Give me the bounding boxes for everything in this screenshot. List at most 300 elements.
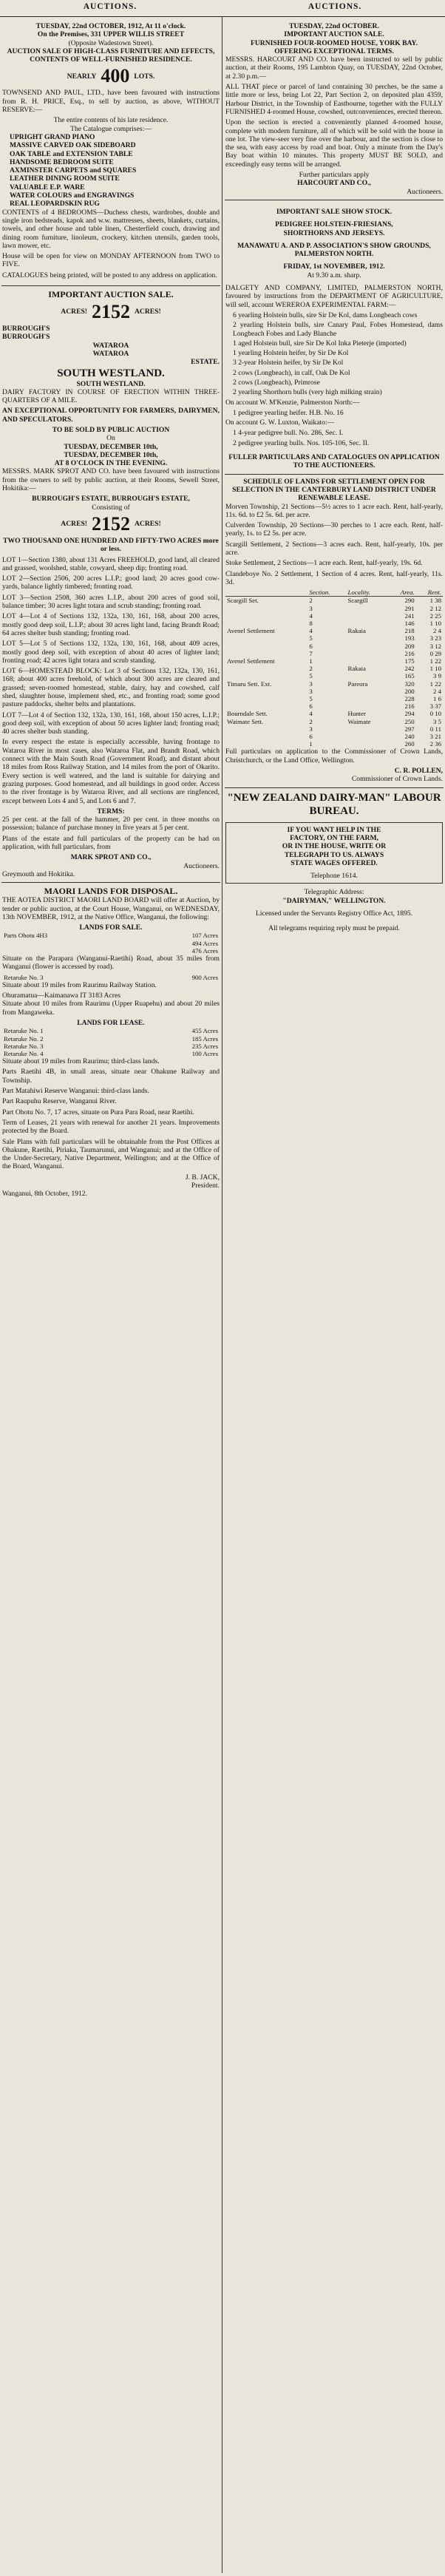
- ad-paragraph: Part Matahiwi Reserve Wanganui: third-class lands.: [2, 1087, 149, 1096]
- bureau-line: IF YOU WANT HELP IN THE: [287, 825, 381, 834]
- ad-dairyman-bureau: [225, 788, 444, 939]
- stock-item: 1 yearling Holstein heifer, by Sir De Kol: [233, 349, 349, 358]
- row-rent: 3 12: [429, 642, 441, 650]
- catalogue-item: AXMINSTER CARPETS and SQUARES: [10, 166, 137, 175]
- land-label: Retaruke No. 3: [4, 1042, 44, 1050]
- catalogue-list: [10, 133, 220, 209]
- row-section: 3: [309, 687, 313, 695]
- ad-crown-lands: [225, 475, 444, 788]
- ad-breed: SHORTHORNS AND JERSEYS.: [283, 228, 385, 237]
- table-row: [225, 688, 443, 695]
- row-section: 3: [309, 725, 313, 733]
- table-row: [225, 620, 443, 627]
- ad-body: DALGETY AND COMPANY, LIMITED, PALMERSTON NORTH, favoured by instructions from the DEPARTMENT OF AGRICULTURE, will sell, account WEREROA EXPERIMENTAL FARM:—: [225, 284, 443, 309]
- row-rent: 0 29: [429, 649, 441, 657]
- ad-premises: On the Premises, 331 UPPER WILLIS STREET: [37, 30, 185, 39]
- ad-paragraph: Part Ohotu No. 7, 17 acres, situate on Pura Para Road, near Raetihi.: [2, 1108, 194, 1116]
- bureau-box: [225, 822, 443, 884]
- row-group: [225, 620, 308, 627]
- ad-willis-street: [1, 19, 220, 286]
- row-locality: [346, 643, 388, 650]
- table-row: [225, 695, 443, 702]
- ad-bedrooms: CONTENTS of 4 BEDROOMS—Duchess chests, wardrobes, double and single iron bedsteads, kapok and w.w. mattresses, sheets, blankets, curtains, towels, and other house and table linen, Chesterfield couch, drawing and dining room furniture, linoleum, crockery, kitchen utensils, garden tools, lawn mower, etc.: [2, 208, 220, 250]
- account-heading: On account W. M'Kenzie, Palmerston North:—: [225, 398, 360, 407]
- land-area: 185 Acres: [191, 1034, 218, 1043]
- row-rent: 2 4: [433, 687, 441, 695]
- row-section: 6: [309, 642, 313, 650]
- section-heading: LANDS FOR SALE.: [79, 923, 143, 932]
- row-locality: Rakaia: [347, 627, 366, 635]
- row-section: 2: [309, 597, 313, 605]
- acres-banner: [2, 514, 220, 535]
- acres-word: ACRES!: [135, 308, 161, 316]
- land-row: [2, 1035, 220, 1043]
- estate-location: SOUTH WESTLAND.: [57, 367, 165, 379]
- table-row: [225, 672, 443, 679]
- ad-burroughs-estate: [1, 286, 220, 883]
- ad-view: House will be open for view on MONDAY AFTERNOON from TWO to FIVE.: [2, 252, 220, 269]
- land-area: 476 Acres: [191, 946, 218, 955]
- row-area: 218: [404, 627, 415, 635]
- row-rent: 2 4: [433, 627, 441, 635]
- sale-lands-table: [2, 932, 220, 955]
- ad-paragraph: Parts Raetihi 4B, in small areas, situate near Ohakune Railway and Township.: [2, 1068, 220, 1085]
- row-area: 241: [404, 611, 415, 620]
- header-left: AUCTIONS.: [83, 2, 137, 11]
- row-group: [225, 733, 308, 740]
- row-rent: 3 23: [429, 634, 441, 643]
- row-locality: [346, 688, 388, 695]
- ad-sold: TO BE SOLD BY PUBLIC AUCTION: [52, 425, 170, 434]
- stock-item: 2 yearling Holstein bulls, sire Canary Paul, Fobes Homestead, dams Longbeach Fobes and Lady Blanche: [233, 321, 443, 338]
- row-group: [225, 605, 308, 612]
- row-locality: [346, 702, 388, 710]
- page-header: [0, 0, 445, 17]
- ad-footer: Full particulars on application to the Commissioner of Crown Lands, Christchurch, or the Land Office, Wellington.: [225, 748, 443, 765]
- stock-item: 2 pedigree yearling bulls. Nos. 105-106, Sec. II.: [233, 438, 370, 447]
- table-row: [225, 718, 443, 725]
- table-row: [225, 710, 443, 717]
- land-label: [2, 940, 136, 947]
- row-locality: [346, 620, 388, 627]
- ad-on: On: [106, 434, 115, 443]
- row-locality: [346, 612, 388, 620]
- catalogue-item: LEATHER DINING ROOM SUITE: [10, 174, 120, 183]
- ad-subtitle: FURNISHED FOUR-ROOMED HOUSE, YORK BAY.: [250, 38, 418, 47]
- ad-signer: J. B. JACK,: [185, 1173, 220, 1182]
- stock-item: 3 2-year Holstein heifer, by Sir De Kol: [233, 359, 344, 367]
- land-row: [2, 932, 220, 939]
- catalogue-item: UPRIGHT GRAND PIANO: [10, 132, 95, 141]
- ad-paragraph: Situate about 19 miles from Raurimu; third-class lands.: [2, 1057, 160, 1066]
- row-group: [225, 665, 308, 672]
- ad-paragraph: Term of Leases, 21 years with renewal for another 21 years. Improvements protected by the Board.: [2, 1118, 220, 1136]
- row-section: 3: [309, 679, 313, 688]
- lot-item: LOT 3—Section 2508, 360 acres L.I.P., about 200 acres of good soil, balance timber; 30 acres light totara and scrub standing; fronting road.: [2, 593, 220, 611]
- ad-terms: 25 per cent. at the fall of the hammer, 20 per cent. in three months on possession; balance of purchase money in five years at 5 per cent.: [2, 816, 220, 833]
- ad-body: MESSRS. MARK SPROT AND CO. have been favoured with instructions from the owners to sell by public auction, at their Rooms, Sewell Street, Hokitika:—: [2, 467, 220, 493]
- row-rent: 2 36: [429, 740, 441, 748]
- ad-show-stock: [225, 200, 444, 475]
- row-section: 5: [309, 634, 313, 643]
- stock-item: 1 pedigree yearling heifer. H.B. No. 16: [233, 408, 344, 417]
- row-area: 320: [404, 679, 415, 688]
- left-column: [1, 19, 220, 2572]
- row-locality: [346, 657, 388, 665]
- ad-respect: In every respect the estate is especially accessible, having frontage to Wataroa River in most cases, also Wataroa Flat, and Brandt Road, which connect with the Main South Road (Government Road), and distant about 18 miles from Ross Railway Station, and 14 miles from the port of Okarito. Every section is well watered, and the land is suitable for dairying and grazing purposes. Good homestead, and all buildings in good order. Access to the river frontage is by Wataroa River, and all sections are ringfenced, except between Lots 4 and 5, and Lots 6 and 7.: [2, 738, 220, 805]
- ad-entire: The entire contents of his late residence.: [53, 116, 169, 125]
- land-row: [2, 974, 220, 981]
- ad-paragraph: Morven Township, 21 Sections—5½ acres to 1 acre each. Rent, half-yearly, 11s. 6d. to £2 5s. 6d. per acre.: [225, 502, 443, 519]
- row-area: 240: [404, 733, 415, 741]
- row-rent: 2 12: [429, 604, 441, 612]
- land-label: Retaruke No. 3: [4, 973, 44, 981]
- ad-summary: TWO THOUSAND ONE HUNDRED AND FIFTY-TWO ACRES more or less.: [3, 536, 219, 554]
- ad-title: IMPORTANT AUCTION SALE.: [284, 30, 384, 39]
- ad-signer: C. R. POLLEN,: [394, 767, 443, 776]
- row-locality: [346, 695, 388, 702]
- row-group: [225, 740, 308, 748]
- ad-breed: PEDIGREE HOLSTEIN-FRIESIANS,: [275, 220, 393, 229]
- consisting: Consisting of: [92, 503, 130, 512]
- row-locality: Pareora: [347, 679, 368, 688]
- row-locality: Rakaia: [347, 665, 366, 673]
- row-section: 2: [309, 717, 313, 725]
- land-label: Retaruke No. 4: [4, 1049, 44, 1057]
- table-row: [225, 627, 443, 634]
- table-header: Rent.: [416, 589, 443, 597]
- row-rent: 1 6: [433, 695, 441, 703]
- row-section: 5: [309, 672, 313, 680]
- ad-title: IMPORTANT SALE SHOW STOCK.: [276, 207, 393, 216]
- bureau-phone: Telephone 1614.: [310, 872, 358, 881]
- ad-maori-lands: [1, 883, 220, 1201]
- ad-date: TUESDAY, DECEMBER 10th,: [64, 442, 158, 451]
- land-area: 494 Acres: [191, 939, 218, 947]
- ad-body: MESSRS. HARCOURT AND CO. have been instructed to sell by public auction, at their Rooms, 195 Lambton Quay, on TUESDAY, 22nd October, at 2.30 p.m.—: [225, 55, 443, 81]
- land-area: 107 Acres: [191, 932, 218, 940]
- row-area: 260: [404, 740, 415, 748]
- stock-list: [233, 429, 443, 447]
- row-area: 165: [404, 672, 415, 680]
- row-group: Avenel Settlement: [227, 657, 275, 665]
- ad-body: TOWNSEND AND PAUL, LTD., have been favoured with instructions from R. H. PRICE, Esq., to sell by auction, as above, WITHOUT RESERVE:—: [2, 89, 220, 115]
- terms-heading: TERMS:: [97, 807, 125, 816]
- right-column: [225, 19, 444, 2572]
- table-row: [225, 650, 443, 657]
- ad-body: THE AOTEA DISTRICT MAORI LAND BOARD will offer at Auction, by tender or public auction, at the Court House, Wanganui, on WEDNESDAY, 13th NOVEMBER, 1912, at the Native Office, Wanganui, the following:: [2, 896, 220, 921]
- land-area: 235 Acres: [191, 1042, 218, 1050]
- row-area: 291: [404, 604, 415, 612]
- catalogue-item: OAK TABLE and EXTENSION TABLE: [10, 149, 133, 158]
- row-area: 297: [404, 725, 415, 733]
- ad-offering: OFFERING EXCEPTIONAL TERMS.: [274, 47, 394, 55]
- acres-banner: [2, 302, 220, 322]
- lot-item: LOT 1—Section 1380, about 131 Acres FREEHOLD, good land, all cleared and grassed, woolshed, stable, cowyard, sheep dip; fronting road.: [2, 555, 220, 572]
- crown-lands-table: [225, 589, 443, 748]
- ad-date: TUESDAY, 22nd OCTOBER, 1912, At 11 o'clock.: [35, 22, 186, 30]
- row-rent: 3 9: [433, 672, 441, 680]
- lots-banner: [2, 66, 220, 87]
- ad-date: TUESDAY, DECEMBER 10th,: [64, 450, 158, 459]
- land-row: [2, 940, 220, 947]
- table-row: [225, 612, 443, 620]
- row-locality: Hunter: [347, 710, 366, 718]
- catalogue-intro: The Catalogue comprises:—: [70, 124, 152, 133]
- table-header: Area.: [388, 589, 415, 597]
- ad-paragraph: Culverden Township, 20 Sections—30 perches to 1 acre each. Rent, half-yearly, 1s. to £2 5s. per acre.: [225, 521, 443, 538]
- ad-date: TUESDAY, 22nd OCTOBER.: [289, 22, 379, 30]
- land-area: 900 Acres: [191, 973, 218, 981]
- row-section: 5: [309, 695, 313, 703]
- ad-time: AT 8 O'CLOCK IN THE EVENING.: [54, 459, 168, 468]
- row-section: 1: [309, 740, 313, 748]
- row-rent: 0 11: [429, 725, 441, 733]
- estate-location: SOUTH WESTLAND.: [76, 379, 146, 388]
- table-row: [225, 657, 443, 665]
- ad-paragraph: Sale Plans with full particulars will be obtainable from the Post Offices at Ohakune, Raetihi, Piriaka, Taumarunui, and Wanganui; and at the Office of the Under-Secretary, Native Department, Wellington; and at the Office of the Board, Wanganui.: [2, 1137, 220, 1171]
- ad-fuller: FULLER PARTICULARS AND CATALOGUES ON APPLICATION TO THE AUCTIONEERS.: [228, 453, 440, 470]
- ad-title: MAORI LANDS FOR DISPOSAL.: [44, 886, 178, 897]
- land-label: [2, 947, 136, 955]
- row-group: [225, 695, 308, 702]
- catalogue-item: MASSIVE CARVED OAK SIDEBOARD: [10, 141, 136, 150]
- catalogue-item: REAL LEOPARDSKIN RUG: [10, 200, 100, 209]
- acres-word: ACRES!: [135, 520, 161, 529]
- stock-item: 1 aged Holstein bull, sire Sir De Kol Inka Pieterje (imported): [233, 339, 407, 348]
- row-area: 228: [404, 695, 415, 703]
- row-area: 216: [404, 649, 415, 657]
- row-rent: 1 38: [429, 597, 441, 605]
- table-row: [225, 740, 443, 748]
- row-group: Timaru Sett. Ext.: [227, 679, 272, 688]
- row-rent: 1 10: [429, 665, 441, 673]
- row-section: 2: [309, 665, 313, 673]
- row-rent: 1 10: [429, 620, 441, 628]
- row-group: Bourndale Sett.: [227, 710, 268, 718]
- row-group: [225, 672, 308, 679]
- ad-dairy: DAIRY FACTORY IN COURSE OF ERECTION WITHIN THREE-QUARTERS OF A MILE.: [2, 387, 220, 405]
- estate-word: ESTATE.: [191, 358, 220, 367]
- row-locality: [346, 605, 388, 612]
- table-row: [225, 634, 443, 642]
- row-locality: [346, 725, 388, 733]
- row-group: [225, 612, 308, 620]
- row-locality: Scargill: [347, 597, 368, 605]
- row-area: 290: [404, 597, 415, 605]
- acres-word: ACRES!: [61, 520, 87, 529]
- acres-word: ACRES!: [61, 308, 87, 316]
- acres-number: 2152: [92, 301, 130, 323]
- ad-signer-role: President.: [191, 1181, 220, 1190]
- ad-role: Auctioneers.: [183, 861, 220, 870]
- row-rent: 2 25: [429, 611, 441, 620]
- ad-association: MANAWATU A. AND P. ASSOCIATION'S SHOW GROUNDS,: [237, 241, 431, 250]
- ad-description: ALL THAT piece or parcel of land containing 30 perches, be the same a little more or less, being Lot 22, Part Section 2, on deposited plan 4359, Harbour District, in the Township of Eastbourne, together with the FULLY FURNISHED 4-roomed House, cowshed, outconveniences, erected thereon.: [225, 83, 443, 116]
- row-locality: Waimate: [347, 717, 371, 725]
- land-area: 100 Acres: [191, 1049, 218, 1057]
- ad-title: "NEW ZEALAND DAIRY-MAN" LABOUR BUREAU.: [227, 791, 441, 817]
- land-label: Retaruke No. 2: [4, 1034, 44, 1043]
- ad-paragraph: Situate on the Parapara (Wanganui-Raetihi) Road, about 35 miles from Wanganui (flower is accessed by road).: [2, 955, 220, 972]
- row-area: 294: [404, 710, 415, 718]
- lots-text: LOTS.: [134, 72, 155, 81]
- section-heading: LANDS FOR LEASE.: [77, 1019, 145, 1028]
- row-section: 7: [309, 649, 313, 657]
- table-row: [225, 702, 443, 710]
- bureau-line: TELEGRAPH TO US. ALWAYS: [284, 850, 384, 859]
- stock-item: 6 yearling Holstein bulls, sire Sir De Kol, dams Longbeach cows: [233, 311, 418, 319]
- ad-town: PALMERSTON NORTH.: [294, 250, 374, 259]
- lot-item: LOT 7—Lot 4 of Section 132, 132a, 130, 161, 168, about 150 acres, L.I.P.; good deep soil, with exception of about 50 acres lighter land; fronting road; 40 acres shelter bush standing.: [2, 711, 220, 736]
- table-row: [225, 605, 443, 612]
- land-row: [2, 947, 220, 955]
- lease-lands-table: [2, 1027, 220, 1057]
- row-section: 6: [309, 702, 313, 711]
- row-group: [225, 650, 308, 657]
- row-locality: [346, 634, 388, 642]
- ad-paragraph: Situate about 10 miles from Raurimu (Upper Ruapehu) and about 20 miles from Mangaweka.: [2, 1000, 220, 1017]
- stock-item: 1 4-year pedigree bull. No. 286, Sec. I.: [233, 429, 344, 438]
- land-label: Parts Ohotu 4H3: [4, 932, 48, 940]
- ad-time: At 9.30 a.m. sharp.: [307, 271, 361, 279]
- ad-plans: Plans of the estate and full particulars of the property can be had on application, with full particulars, from: [2, 834, 220, 852]
- table-row: [225, 680, 443, 688]
- land-area: 455 Acres: [191, 1027, 218, 1035]
- stock-list: [233, 409, 443, 417]
- row-area: 216: [404, 702, 415, 711]
- ad-contents: CONTENTS OF WELL-FURNISHED RESIDENCE.: [30, 55, 192, 64]
- ad-agent: MARK SPROT AND CO.,: [70, 853, 152, 862]
- row-rent: 1 22: [429, 657, 441, 665]
- row-locality: [346, 740, 388, 748]
- row-group: [225, 643, 308, 650]
- estate-line: BURROUGH'S ESTATE, BURROUGH'S ESTATE,: [32, 495, 190, 504]
- table-header-row: [225, 589, 443, 597]
- land-row: [2, 1043, 220, 1050]
- lot-item: LOT 2—Section 2506, 200 acres L.I.P.; good land; 20 acres good cow-yards, balance lightly timbered; fronting road.: [2, 574, 220, 592]
- header-right: AUCTIONS.: [308, 2, 362, 11]
- row-section: 1: [309, 657, 313, 665]
- row-section: 4: [309, 611, 313, 620]
- table-header: Locality.: [346, 589, 388, 597]
- estate-name: BURROUGH'S: [2, 325, 50, 333]
- row-group: [225, 688, 308, 695]
- row-locality: [346, 733, 388, 740]
- stock-list: [233, 311, 443, 397]
- row-section: 8: [309, 620, 313, 628]
- catalogue-item: VALUABLE E.P. WARE: [10, 183, 85, 191]
- row-group: [225, 725, 308, 733]
- ad-paragraph: Situate about 19 miles from Raurimu Railway Station.: [2, 980, 157, 989]
- ad-catalogues: CATALOGUES being printed, will be posted to any address on application.: [2, 271, 217, 279]
- row-area: 200: [404, 687, 415, 695]
- table-row: [225, 597, 443, 605]
- ad-date: FRIDAY, 1st NOVEMBER, 1912.: [283, 262, 385, 271]
- lot-item: LOT 5—Lot 5 of Sections 132, 132a, 130, 161, 168, about 409 acres, mostly good deep soil, with exception of about 40 acres of lighter land; fronting road; 42 acres light totara and scrub standing.: [2, 640, 220, 665]
- row-area: 193: [404, 634, 415, 643]
- stock-item: 2 yearling Shorthorn bulls (very high milking strain): [233, 388, 382, 397]
- ad-ohura: Ohuramatua—Kaimanawa IT 3183 Acres: [2, 992, 120, 1000]
- ad-role: Auctioneers.: [407, 187, 443, 196]
- ad-signer-role: Commissioner of Crown Lands.: [351, 775, 443, 784]
- bureau-prepaid: All telegrams requiring reply must be prepaid.: [268, 924, 400, 933]
- row-section: 6: [309, 733, 313, 741]
- stock-item: 2 cows (Longbeach), Primrose: [233, 378, 320, 387]
- acres-number: 2152: [92, 512, 130, 535]
- ad-paragraph: Scargill Settlement, 2 Sections—3 acres each. Rent, half-yearly, 10s. per acre.: [225, 540, 443, 557]
- ad-agent: HARCOURT AND CO.,: [297, 179, 371, 188]
- ad-upon: Upon the section is erected a conveniently planned 4-roomed house, complete with modern furniture, all of which will be sold with the house in one lot. The view-seer very fine over the harbour, and the section is close to the sea, with easy access by road and boat. Only a minute from the Day's Bay boat within 10 minutes. This property MUST BE SOLD, and exceedingly easy terms will be arranged.: [225, 118, 443, 169]
- telegraph-address: "DAIRYMAN," WELLINGTON.: [282, 896, 386, 905]
- account-heading: On account G. W. Luxton, Waikato:—: [225, 418, 335, 427]
- table-row: [225, 643, 443, 650]
- land-label: Retaruke No. 1: [4, 1027, 44, 1035]
- row-section: 4: [309, 627, 313, 635]
- row-rent: 3 5: [433, 717, 441, 725]
- table-row: [225, 665, 443, 672]
- ad-paragraph: Stoke Settlement, 2 Sections—1 acre each. Rent, half-yearly, 19s. 6d.: [225, 559, 423, 568]
- ad-opportunity: AN EXCEPTIONAL OPPORTUNITY FOR FARMERS, DAIRYMEN, AND SPECULATORS.: [2, 407, 220, 424]
- row-locality: [346, 650, 388, 657]
- bureau-licence: Licensed under the Servants Registry Office Act, 1895.: [255, 909, 413, 918]
- row-rent: 3 21: [429, 733, 441, 741]
- ad-york-bay: [225, 19, 444, 200]
- row-group: Avenel Settlement: [227, 627, 275, 635]
- row-group: Scargill Set.: [227, 597, 259, 605]
- row-group: [225, 634, 308, 642]
- table-header: Section.: [308, 589, 346, 597]
- row-area: 146: [404, 620, 415, 628]
- nearly-text: NEARLY: [67, 72, 97, 81]
- ad-title: SCHEDULE OF LANDS FOR SETTLEMENT OPEN FOR SELECTION IN THE CANTERBURY LAND DISTRICT UNDER RENEWABLE LEASE.: [232, 477, 436, 503]
- ad-dateline: Wanganui, 8th October, 1912.: [2, 1190, 88, 1199]
- telegraph-heading: Telegraphic Address:: [304, 888, 364, 897]
- lots-number: 400: [101, 65, 130, 87]
- ad-paragraph: Part Raupuhu Reserve, Wanganui River.: [2, 1097, 117, 1106]
- row-section: 3: [309, 604, 313, 612]
- ad-auction-sale: AUCTION SALE OF HIGH-CLASS FURNITURE AND EFFECTS,: [7, 47, 215, 55]
- estate-name: BURROUGH'S: [2, 333, 50, 342]
- bureau-line: FACTORY, ON THE FARM,: [290, 833, 378, 842]
- row-group: Waimate Sett.: [227, 717, 264, 725]
- bureau-line: OR IN THE HOUSE, WRITE OR: [282, 842, 387, 851]
- ad-title: IMPORTANT AUCTION SALE.: [48, 289, 174, 300]
- land-row: [2, 1050, 220, 1057]
- table-row: [225, 733, 443, 740]
- row-area: 209: [404, 642, 415, 650]
- estate-ward: WATAROA: [92, 341, 129, 350]
- row-rent: 0 10: [429, 710, 441, 718]
- bureau-line: STATE WAGES OFFERED.: [291, 858, 378, 867]
- row-area: 175: [404, 657, 415, 665]
- row-area: 242: [404, 665, 415, 673]
- estate-ward: WATAROA: [92, 349, 129, 358]
- ad-opposite: (Opposite Wadestown Street).: [68, 38, 154, 47]
- stock-item: 2 cows (Longbeach), in calf, Oak De Kol: [233, 368, 350, 377]
- retaruke-table: [2, 974, 220, 981]
- catalogue-item: WATER COLOURS and ENGRAVINGS: [10, 191, 135, 200]
- catalogue-item: HANDSOME BEDROOM SUITE: [10, 157, 114, 166]
- row-area: 250: [404, 717, 415, 725]
- lot-item: LOT 4—Lot 4 of Sections 132, 132a, 130, 161, 168, about 200 acres, mostly good deep soil, L.I.P.; about 30 acres light land, facing Brandt Road; 64 acres shelter bush standing; fronting road.: [2, 612, 220, 637]
- ad-place: Greymouth and Hokitika.: [2, 870, 75, 878]
- ad-further: Further particulars apply: [299, 171, 370, 180]
- ad-paragraph: Clandeboye No. 2 Settlement, 1 Section of 4 acres. Rent, half-yearly, 11s. 3d.: [225, 569, 443, 586]
- land-row: [2, 1027, 220, 1034]
- row-section: 4: [309, 710, 313, 718]
- row-rent: 1 22: [429, 679, 441, 688]
